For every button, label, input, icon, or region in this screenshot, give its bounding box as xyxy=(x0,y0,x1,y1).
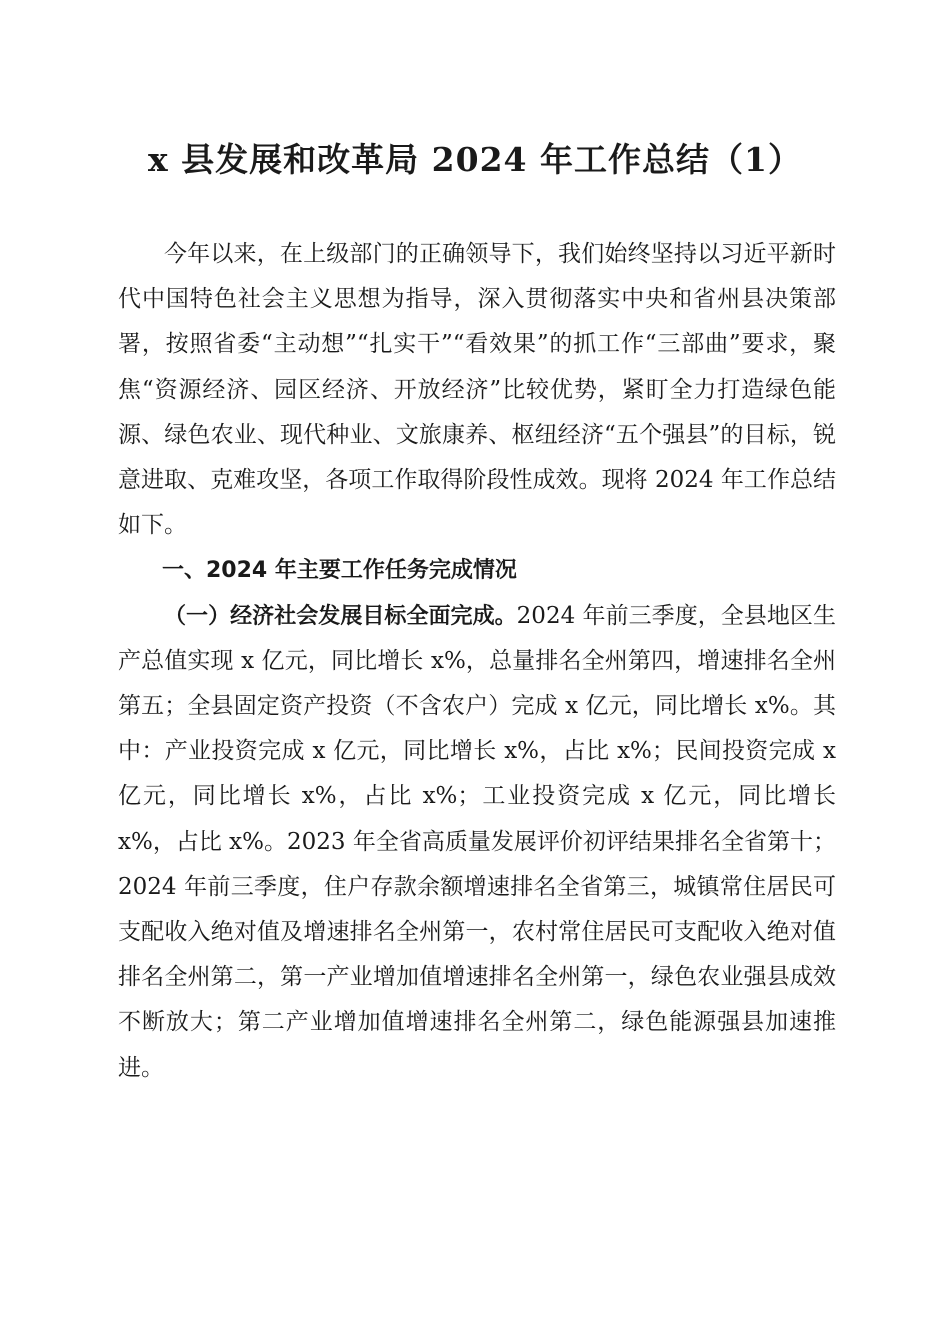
section-heading: 一、2024 年主要工作任务完成情况 xyxy=(162,558,517,584)
document-body xyxy=(118,232,836,1091)
intro-paragraph: 今年以来，在上级部门的正确领导下，我们始终坚持以习近平新时代中国特色社会主义思想为指导，深入贯彻落实中央和省州县决策部署，按照省委“主动想”“扎实干”“看效果”的抓工作“三部曲”要求，聚焦“资源经济、园区经济、开放经济”比较优势，紧盯全力打造绿色能源、绿色农业、现代种业、文旅康养、枢纽经济“五个强县”的目标，锐意进取、克难攻坚，各项工作取得阶段性成效。现将 2024 年工作总结如下。 xyxy=(118,241,836,539)
document-title: x 县发展和改革局 2024 年工作总结（1） xyxy=(148,140,802,179)
sub-paragraph-text: 2024 年前三季度，全县地区生产总值实现 x 亿元，同比增长 x%，总量排名全州第四，增速排名全州第五；全县固定资产投资（不含农户）完成 x 亿元，同比增长 x%。其中：产业投资完成 x 亿元，同比增长 x%，占比 x%；民间投资完成 x 亿元，同比增长 x%，占比 x%；工业投资完成 x 亿元，同比增长 x%，占比 x%。2023 年全省高质量发展评价初评结果排名全省第十；2024 年前三季度，住户存款余额增速排名全省第三，城镇常住居民可支配收入绝对值及增速排名全州第一，农村常住居民可支配收入绝对值排名全州第二，第一产业增加值增速排名全州第一，绿色农业强县成效不断放大；第二产业增加值增速排名全州第二，绿色能源强县加速推进。 xyxy=(118,602,836,1081)
section-item-paragraph xyxy=(118,594,836,1091)
sub-heading: （一）经济社会发展目标全面完成。 xyxy=(164,603,517,629)
